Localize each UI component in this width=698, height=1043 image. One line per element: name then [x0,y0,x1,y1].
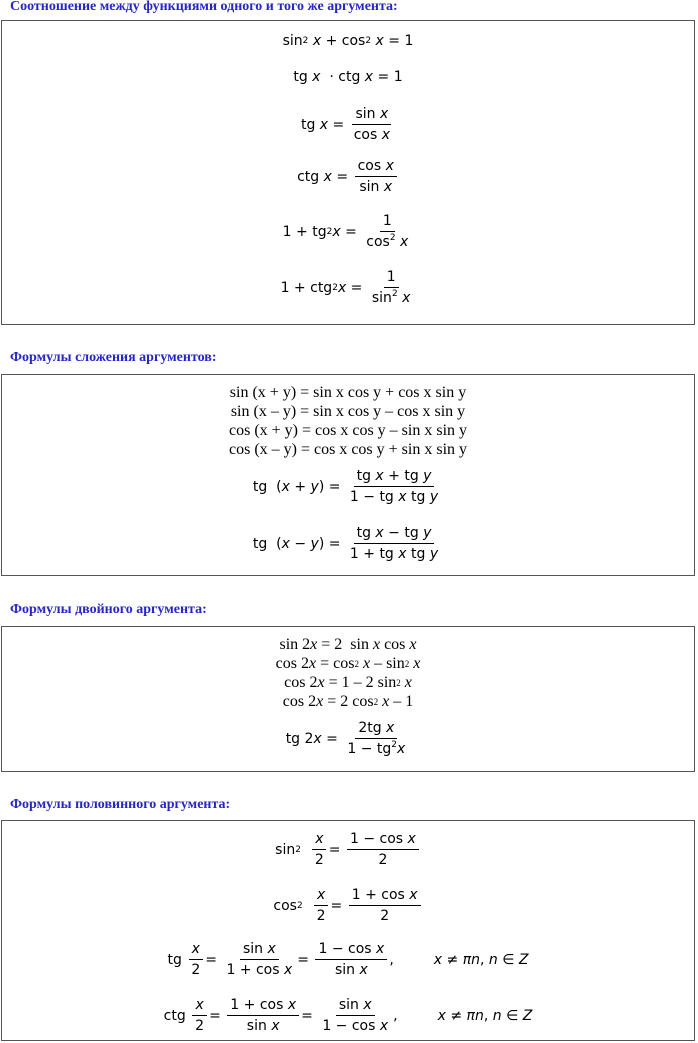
formula-line: tg 2 x = $\frac{\text{2tg x}}{1 - tg^2x}$ [285,720,406,758]
formula-line: tg x = $\frac{\text{sin x}}{\text{cos x}}$ [300,106,391,144]
formula-line: 1 + tg 2 x = $\frac{1}{\cos^2 x}$ [282,213,409,251]
formula-line: 1 + ctg 2 x = $\frac{1}{\sin^2 x}$ [280,269,411,307]
formula-line: ctg $\frac{x}{2}$ = $\frac{\text{1 + cos x}}{\text{sin x}}$ = $\frac{\text{sin x}}{\text{1 − cos x}}$ , x ≠ πn , n ∈ Z [163,997,533,1035]
formula-line: cos 2 x = 2 cos 2 x – 1 [282,693,414,710]
formula-line: cos 2 x = 1 – 2 sin 2 x [284,674,412,691]
formula-box-addition [1,374,695,576]
formula-line: cos 2 $\frac{x}{2}$ = $\frac{\text{1 + cos x}}{2}$ [273,887,422,924]
formula-line: tg $\frac{x}{2}$ = $\frac{\text{sin x}}{\text{1 + cos x}}$ = $\frac{\text{1 − cos x}}{\text{sin x}}$ , x ≠ πn , n ∈ Z [167,941,529,979]
formula-line: cos 2 x = cos 2 x – sin 2 x [275,655,421,672]
formula-line: sin 2 $\frac{x}{2}$ = $\frac{\text{1 − cos x}}{2}$ [275,831,421,868]
formula-line: tg ( x − y ) = $\frac{\text{tg x − tg y}}{\text{1 + tg x tg y}}$ [252,525,439,563]
formula-box-double [1,626,695,772]
formula-line: sin (x + y) = sin x cos y + cos x sin y [229,384,467,401]
formula-line: tg x · ctg x = 1 [293,69,403,85]
formula-line: sin 2 x + cos 2 x = 1 [282,33,414,49]
section-heading-double: Формулы двойного аргумента: [10,602,207,617]
section-heading-addition: Формулы сложения аргументов: [10,350,217,365]
formula-line: sin 2 x = 2 sin x cos x [279,636,417,653]
formula-line: cos (x + y) = cos x cos y – sin x sin y [228,422,468,439]
formula-box-half [1,820,695,1041]
formula-line: sin (x – y) = sin x cos y – cos x sin y [230,403,466,420]
section-heading-identities: Соотношение между функциями одного и того же аргумента: [10,0,398,14]
formula-box-identities [1,20,695,325]
formula-line: cos (x – y) = cos x cos y + sin x sin y [228,441,468,458]
formula-line: tg ( x + y ) = $\frac{\text{tg x + tg y}}{\text{1 − tg x tg y}}$ [252,468,439,506]
section-heading-half: Формулы половинного аргумента: [10,797,231,812]
formula-line: ctg x = $\frac{\text{cos x}}{\text{sin x}}$ [297,158,399,195]
